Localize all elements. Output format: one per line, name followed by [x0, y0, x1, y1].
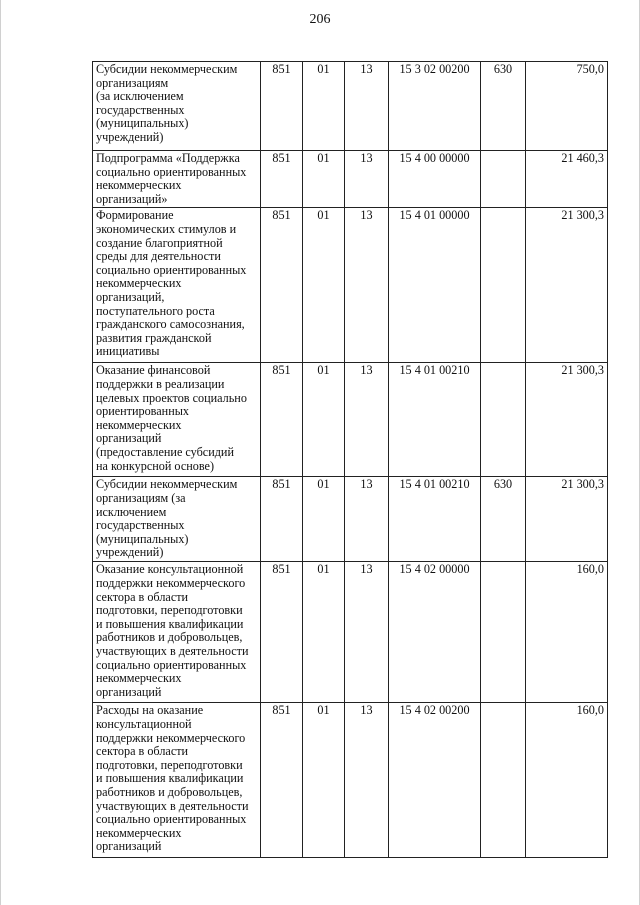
- target-article: 15 4 02 00200: [389, 703, 481, 858]
- expense-type: [481, 562, 526, 703]
- expense-type: [481, 363, 526, 477]
- table-row: [93, 703, 608, 858]
- amount: 160,0: [526, 703, 608, 858]
- row-name: Субсидии некоммерческим организациям (за исключением государственных (муниципальных) учреждений): [93, 62, 261, 151]
- ministry-code: 851: [261, 477, 303, 562]
- subsection-code: 13: [345, 363, 389, 477]
- row-name: Субсидии некоммерческим организациям (за исключением государственных (муниципальных) учреждений): [93, 477, 261, 562]
- subsection-code: 13: [345, 703, 389, 858]
- row-name: Формирование экономических стимулов и создание благоприятной среды для деятельности социально ориентированных некоммерческих организаций, поступательного роста гражданского самосознания, развития гражданской инициативы: [93, 208, 261, 363]
- page-number: 206: [309, 12, 331, 27]
- ministry-code: 851: [261, 151, 303, 208]
- table-row: [93, 151, 608, 208]
- row-name: Оказание финансовой поддержки в реализации целевых проектов социально ориентированных некоммерческих организаций (предоставление субсидий на конкурсной основе): [93, 363, 261, 477]
- expense-type: 630: [481, 62, 526, 151]
- target-article: 15 4 00 00000: [389, 151, 481, 208]
- table-row: [93, 208, 608, 363]
- amount: 21 300,3: [526, 208, 608, 363]
- budget-table: [92, 61, 608, 858]
- page-edge-left: [0, 0, 1, 905]
- ministry-code: 851: [261, 62, 303, 151]
- target-article: 15 4 01 00210: [389, 477, 481, 562]
- subsection-code: 13: [345, 562, 389, 703]
- table-row: [93, 62, 608, 151]
- ministry-code: 851: [261, 363, 303, 477]
- subsection-code: 13: [345, 208, 389, 363]
- target-article: 15 4 02 00000: [389, 562, 481, 703]
- section-code: 01: [303, 703, 345, 858]
- expense-type: [481, 703, 526, 858]
- section-code: 01: [303, 562, 345, 703]
- subsection-code: 13: [345, 62, 389, 151]
- amount: 21 300,3: [526, 477, 608, 562]
- target-article: 15 4 01 00000: [389, 208, 481, 363]
- subsection-code: 13: [345, 477, 389, 562]
- ministry-code: 851: [261, 703, 303, 858]
- expense-type: [481, 151, 526, 208]
- amount: 21 300,3: [526, 363, 608, 477]
- section-code: 01: [303, 477, 345, 562]
- expense-type: 630: [481, 477, 526, 562]
- table-row: [93, 477, 608, 562]
- ministry-code: 851: [261, 208, 303, 363]
- amount: 21 460,3: [526, 151, 608, 208]
- table-row: [93, 363, 608, 477]
- row-name: Оказание консультационной поддержки некоммерческого сектора в области подготовки, переподготовки и повышения квалификации работников и добровольцев, участвующих в деятельности социально ориентированных некоммерческих организаций: [93, 562, 261, 703]
- section-code: 01: [303, 363, 345, 477]
- ministry-code: 851: [261, 562, 303, 703]
- section-code: 01: [303, 151, 345, 208]
- target-article: 15 3 02 00200: [389, 62, 481, 151]
- section-code: 01: [303, 208, 345, 363]
- expense-type: [481, 208, 526, 363]
- target-article: 15 4 01 00210: [389, 363, 481, 477]
- amount: 160,0: [526, 562, 608, 703]
- subsection-code: 13: [345, 151, 389, 208]
- amount: 750,0: [526, 62, 608, 151]
- row-name: Расходы на оказание консультационной поддержки некоммерческого сектора в области подготовки, переподготовки и повышения квалификации работников и добровольцев, участвующих в деятельности социально ориентированных некоммерческих организаций: [93, 703, 261, 858]
- budget-table-body: [93, 62, 608, 858]
- row-name: Подпрограмма «Поддержка социально ориентированных некоммерческих организаций»: [93, 151, 261, 208]
- table-row: [93, 562, 608, 703]
- section-code: 01: [303, 62, 345, 151]
